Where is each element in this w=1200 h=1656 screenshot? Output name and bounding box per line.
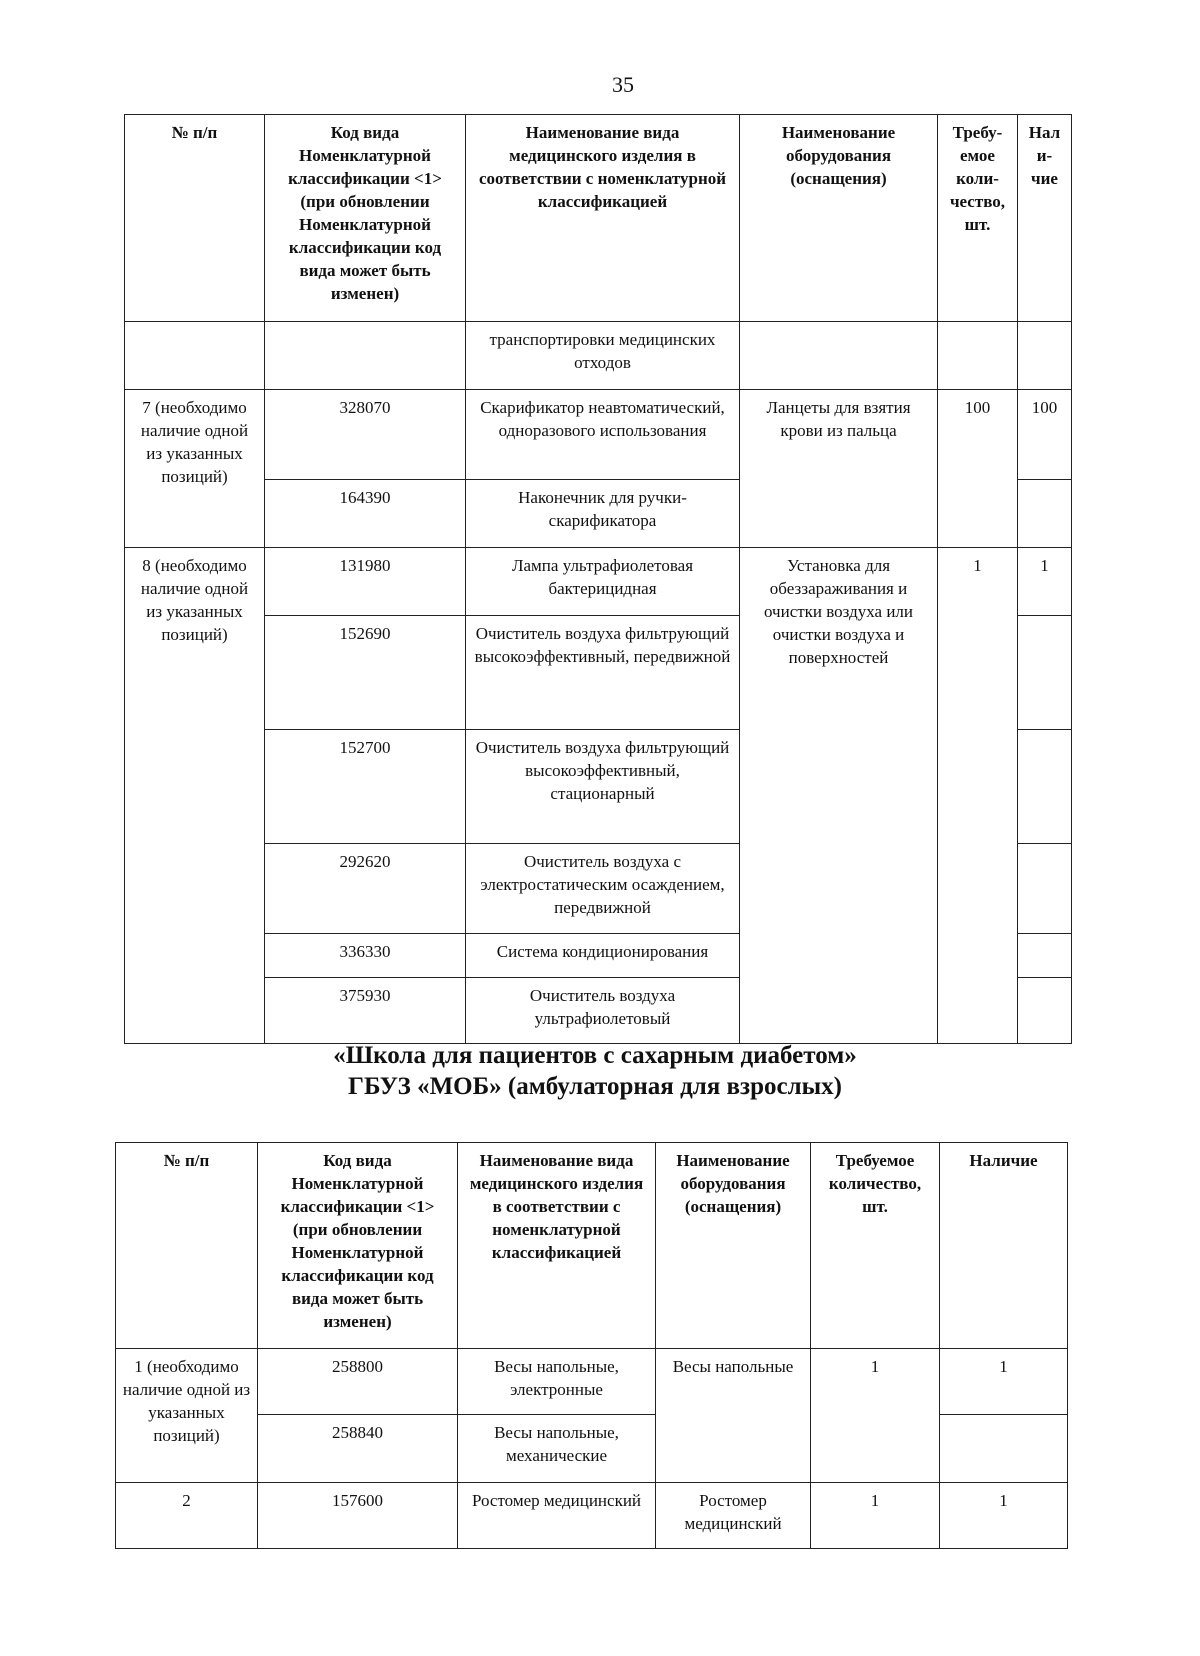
- cell-device-name: Система кондиционирования: [466, 934, 740, 978]
- cell-code: 152690: [265, 616, 466, 730]
- cell-required-qty: 1: [811, 1483, 940, 1549]
- cell-number: 7 (необходимо наличие одной из указанных позиций): [125, 390, 265, 548]
- cell-code: 157600: [258, 1483, 458, 1549]
- header-device-name: Наименование вида медицинского изделия в соответствии с номенклатурной классификацией: [458, 1143, 656, 1349]
- cell-availability: 1: [1018, 548, 1072, 616]
- cell-device-name: транспортировки медицинских отходов: [466, 322, 740, 390]
- cell-device-name: Очиститель воздуха фильтрующий высокоэффективный, передвижной: [466, 616, 740, 730]
- header-availability: Нали-чие: [1018, 115, 1072, 322]
- header-equipment: Наименование оборудования (оснащения): [656, 1143, 811, 1349]
- cell-availability: [940, 1415, 1068, 1483]
- table-row: [125, 322, 1072, 390]
- header-equipment: Наименование оборудования (оснащения): [740, 115, 938, 322]
- section-title-line2: ГБУЗ «МОБ» (амбулаторная для взрослых): [348, 1073, 842, 1100]
- header-required-qty: Требу-емое коли-чество, шт.: [938, 115, 1018, 322]
- table-row: [125, 390, 1072, 480]
- cell-equipment: Ростомер медицинский: [656, 1483, 811, 1549]
- cell-code: 292620: [265, 844, 466, 934]
- cell-device-name: Ростомер медицинский: [458, 1483, 656, 1549]
- cell-device-name: Очиститель воздуха ультрафиолетовый: [466, 978, 740, 1044]
- cell-device-name: Весы напольные, механические: [458, 1415, 656, 1483]
- header-code: Код вида Номенклатурной классификации <1> (при обновлении Номенклатурной классификации код вида может быть изменен): [258, 1143, 458, 1349]
- header-availability: Наличие: [940, 1143, 1068, 1349]
- cell-device-name: Лампа ультрафиолетовая бактерицидная: [466, 548, 740, 616]
- header-code: Код вида Номенклатурной классификации <1> (при обновлении Номенклатурной классификации код вида может быть изменен): [265, 115, 466, 322]
- cell-number: 2: [116, 1483, 258, 1549]
- header-number: № п/п: [116, 1143, 258, 1349]
- table-row: [116, 1483, 1068, 1549]
- cell-code: 336330: [265, 934, 466, 978]
- cell-availability: [1018, 616, 1072, 730]
- cell-code: 164390: [265, 480, 466, 548]
- cell-code: 152700: [265, 730, 466, 844]
- table-row: [116, 1349, 1068, 1415]
- cell-code: [265, 322, 466, 390]
- cell-required-qty: [938, 322, 1018, 390]
- cell-equipment: Установка для обеззараживания и очистки воздуха или очистки воздуха и поверхностей: [740, 548, 938, 1044]
- cell-required-qty: 1: [938, 548, 1018, 1044]
- equipment-table-1: [124, 114, 1072, 1044]
- cell-equipment: Весы напольные: [656, 1349, 811, 1483]
- cell-availability: [1018, 322, 1072, 390]
- section-title: [120, 1040, 1070, 1102]
- header-required-qty: Требуемое количество, шт.: [811, 1143, 940, 1349]
- cell-equipment: Ланцеты для взятия крови из пальца: [740, 390, 938, 548]
- cell-device-name: Наконечник для ручки-скарификатора: [466, 480, 740, 548]
- cell-code: 328070: [265, 390, 466, 480]
- cell-device-name: Скарификатор неавтоматический, одноразового использования: [466, 390, 740, 480]
- table-header-row: [125, 115, 1072, 322]
- cell-availability: [1018, 730, 1072, 844]
- table-header-row: [116, 1143, 1068, 1349]
- cell-number: 1 (необходимо наличие одной из указанных позиций): [116, 1349, 258, 1483]
- cell-availability: [1018, 934, 1072, 978]
- cell-availability: 1: [940, 1349, 1068, 1415]
- cell-code: 258840: [258, 1415, 458, 1483]
- cell-code: 131980: [265, 548, 466, 616]
- header-number: № п/п: [125, 115, 265, 322]
- section-title-line1: «Школа для пациентов с сахарным диабетом»: [333, 1042, 857, 1069]
- equipment-table-2: [115, 1142, 1068, 1549]
- cell-device-name: Очиститель воздуха с электростатическим осаждением, передвижной: [466, 844, 740, 934]
- cell-device-name: Очиститель воздуха фильтрующий высокоэффективный, стационарный: [466, 730, 740, 844]
- table-row: [125, 548, 1072, 616]
- cell-code: 258800: [258, 1349, 458, 1415]
- cell-required-qty: 1: [811, 1349, 940, 1483]
- cell-availability: [1018, 844, 1072, 934]
- cell-availability: 1: [940, 1483, 1068, 1549]
- cell-availability: [1018, 978, 1072, 1044]
- cell-equipment: [740, 322, 938, 390]
- cell-availability: [1018, 480, 1072, 548]
- cell-device-name: Весы напольные, электронные: [458, 1349, 656, 1415]
- header-device-name: Наименование вида медицинского изделия в соответствии с номенклатурной классификацией: [466, 115, 740, 322]
- cell-number: [125, 322, 265, 390]
- cell-availability: 100: [1018, 390, 1072, 480]
- cell-number: 8 (необходимо наличие одной из указанных позиций): [125, 548, 265, 1044]
- cell-required-qty: 100: [938, 390, 1018, 548]
- page-number: 35: [612, 72, 634, 97]
- cell-code: 375930: [265, 978, 466, 1044]
